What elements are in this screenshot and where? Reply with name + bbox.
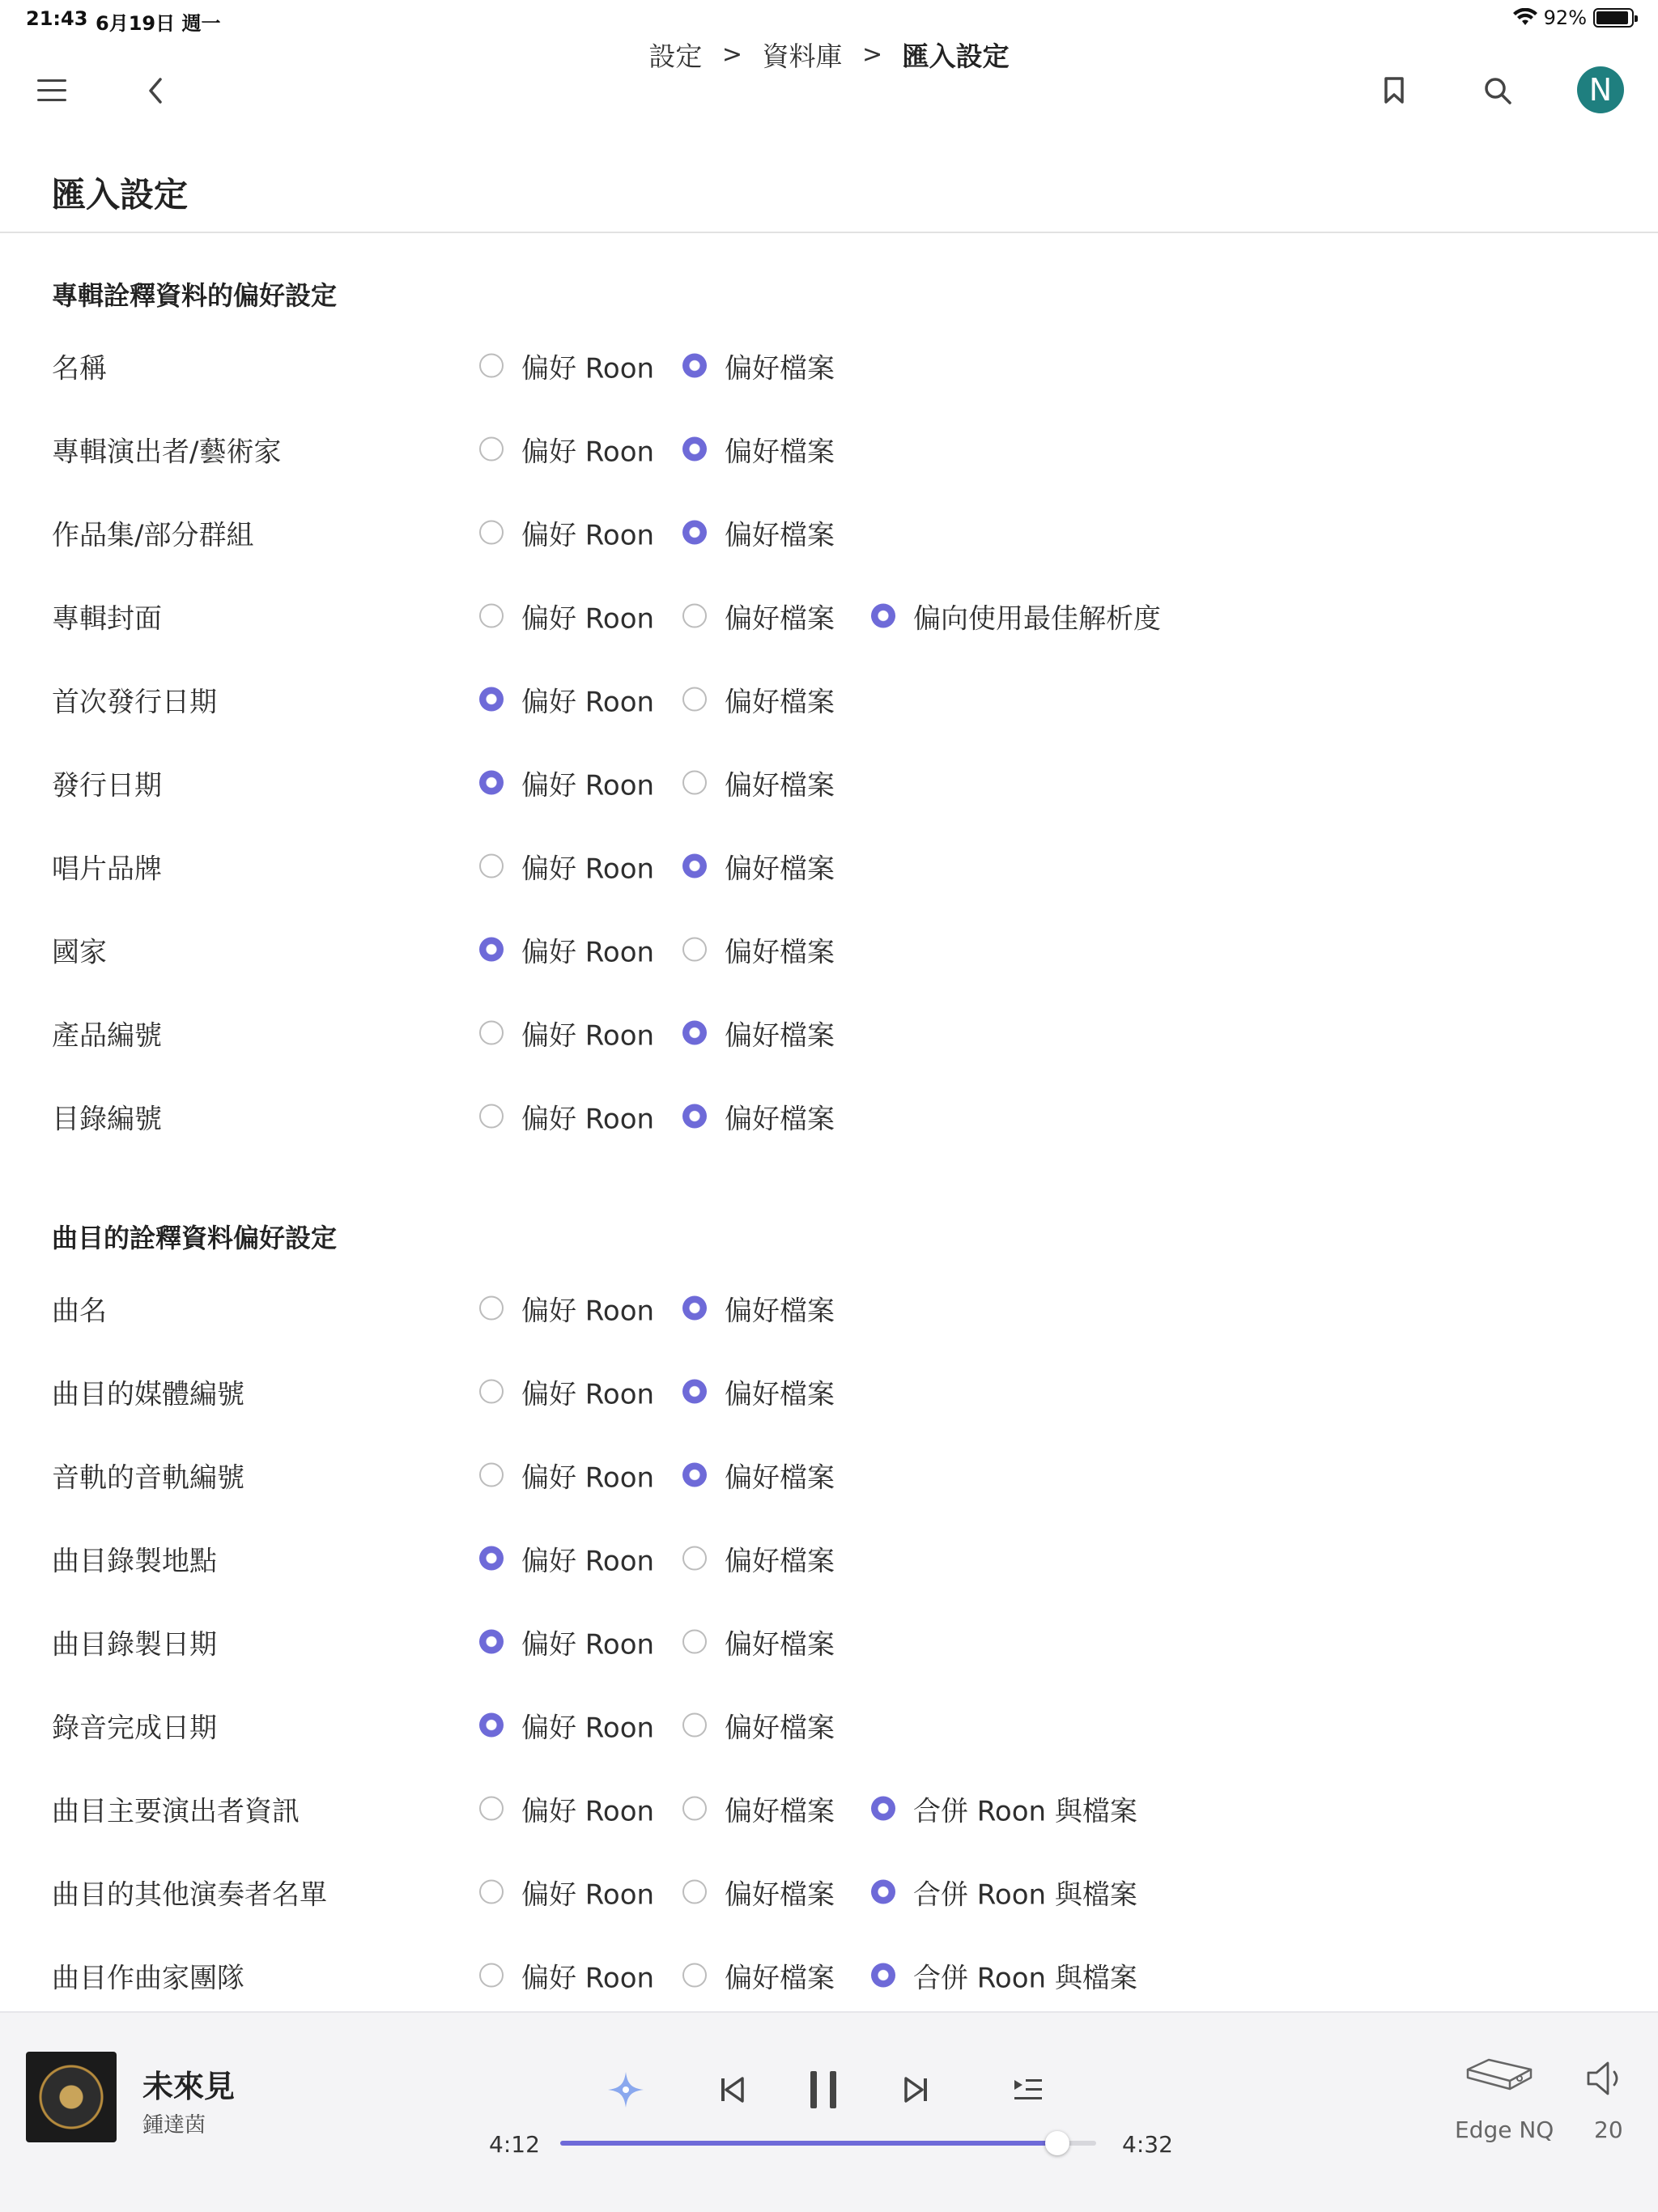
radio-option-label: 偏好 Roon [521, 602, 655, 635]
radio-unselected-icon[interactable] [682, 938, 707, 962]
setting-label: 曲目錄製地點 [52, 1545, 217, 1577]
setting-row [0, 1433, 1658, 1516]
status-right [1513, 6, 1634, 29]
radio-option[interactable] [682, 679, 835, 719]
setting-label: 曲目主要演出者資訊 [52, 1795, 300, 1827]
radio-unselected-icon[interactable] [479, 1880, 504, 1904]
radio-option[interactable] [479, 929, 654, 969]
radio-option[interactable] [479, 1288, 654, 1328]
radio-option[interactable] [479, 1013, 654, 1053]
setting-row [0, 657, 1658, 741]
setting-row [0, 491, 1658, 574]
radio-unselected-icon[interactable] [479, 437, 504, 462]
radio-option-label: 偏好檔案 [725, 1795, 835, 1827]
chevron-right-icon: > [721, 40, 742, 69]
status-date: 6月19日 週一 [96, 12, 221, 35]
radio-unselected-icon[interactable] [682, 1797, 707, 1821]
radio-button[interactable] [597, 2061, 654, 2118]
radio-unselected-icon[interactable] [682, 1963, 707, 1988]
setting-row [0, 1933, 1658, 2011]
radio-option-label: 偏好 Roon [521, 519, 655, 551]
radio-unselected-icon[interactable] [479, 1104, 504, 1129]
status-time: 21:43 [26, 7, 88, 30]
radio-unselected-icon[interactable] [479, 1963, 504, 1988]
radio-option-label: 偏好 Roon [521, 1378, 655, 1410]
previous-button[interactable] [704, 2061, 761, 2118]
radio-selected-icon[interactable] [682, 854, 707, 878]
radio-option-label: 偏好檔案 [725, 853, 835, 885]
setting-row [0, 407, 1658, 491]
radio-option[interactable] [682, 346, 835, 385]
page-title: 匯入設定 [52, 175, 189, 215]
setting-row [0, 1074, 1658, 1158]
zone-button[interactable] [1459, 2047, 1540, 2104]
volume-level: 20 [1594, 2116, 1623, 2143]
setting-label: 曲目錄製日期 [52, 1628, 217, 1661]
progress-slider[interactable] [560, 2141, 1096, 2146]
setting-label: 錄音完成日期 [52, 1712, 217, 1744]
skip-back-icon [718, 2075, 747, 2104]
radio-selected-icon[interactable] [682, 354, 707, 378]
radio-option-label: 偏好 Roon [521, 1712, 655, 1744]
setting-row [0, 1516, 1658, 1600]
radio-option-label: 偏好檔案 [725, 1295, 835, 1327]
radio-selected-icon[interactable] [479, 1630, 504, 1654]
radio-option[interactable] [682, 1288, 835, 1328]
breadcrumb-settings[interactable]: 設定 [648, 40, 703, 72]
status-bar [0, 0, 1658, 39]
radio-option-label: 偏好檔案 [725, 1878, 835, 1911]
radio-unselected-icon[interactable] [479, 604, 504, 628]
radio-option[interactable] [871, 1955, 1137, 1995]
radio-option-label: 合併 Roon 與檔案 [913, 1795, 1137, 1827]
radio-option[interactable] [682, 1538, 835, 1578]
setting-row [0, 741, 1658, 824]
radio-option-label: 偏好檔案 [725, 1461, 835, 1494]
radio-unselected-icon[interactable] [682, 771, 707, 795]
radio-option-label: 偏好 Roon [521, 769, 655, 802]
radio-option[interactable] [682, 596, 835, 636]
radio-option[interactable] [479, 1705, 654, 1745]
radio-option[interactable] [479, 1538, 654, 1578]
radio-option[interactable] [682, 929, 835, 969]
radio-option-label: 偏向使用最佳解析度 [913, 602, 1161, 635]
queue-icon [1011, 2076, 1044, 2104]
section-title: 曲目的詮釋資料偏好設定 [52, 1223, 338, 1253]
radio-selected-icon[interactable] [682, 521, 707, 545]
setting-row [0, 991, 1658, 1074]
radio-option[interactable] [682, 1455, 835, 1495]
radio-option-label: 偏好 Roon [521, 853, 655, 885]
radio-option-label: 偏好檔案 [725, 1962, 835, 1994]
progress-fill [560, 2141, 1057, 2146]
radio-selected-icon[interactable] [682, 1463, 707, 1487]
setting-row [0, 1266, 1658, 1350]
radio-option[interactable] [682, 1789, 835, 1828]
radio-option[interactable] [682, 1372, 835, 1411]
radio-option-label: 偏好 Roon [521, 1019, 655, 1052]
radio-selected-icon[interactable] [479, 771, 504, 795]
radio-unselected-icon[interactable] [479, 1380, 504, 1404]
radio-selected-icon[interactable] [682, 437, 707, 462]
pause-icon [807, 2069, 840, 2110]
setting-label: 產品編號 [52, 1019, 162, 1052]
radio-option[interactable] [682, 1955, 835, 1995]
radio-option-label: 偏好 Roon [521, 1628, 655, 1661]
track-title[interactable]: 未來見 [142, 2069, 236, 2104]
back-button[interactable] [130, 65, 181, 117]
setting-label: 發行日期 [52, 769, 162, 802]
setting-row [0, 1683, 1658, 1767]
radio-option-label: 偏好檔案 [725, 436, 835, 468]
battery-percent: 92% [1543, 6, 1587, 29]
radio-option[interactable] [871, 1789, 1137, 1828]
setting-row [0, 824, 1658, 908]
radio-option[interactable] [479, 679, 654, 719]
setting-label: 作品集/部分群組 [52, 519, 254, 551]
radio-option-label: 偏好 Roon [521, 1795, 655, 1827]
radio-selected-icon[interactable] [871, 604, 895, 628]
radio-option[interactable] [682, 513, 835, 552]
radio-option-label: 偏好 Roon [521, 1878, 655, 1911]
radio-option-label: 偏好檔案 [725, 519, 835, 551]
radio-option-label: 偏好檔案 [725, 936, 835, 968]
setting-label: 曲目的其他演奏者名單 [52, 1878, 327, 1911]
radio-option-label: 偏好檔案 [725, 1628, 835, 1661]
radio-selected-icon[interactable] [479, 1713, 504, 1738]
elapsed-time: 4:12 [489, 2131, 540, 2158]
radio-option-label: 偏好檔案 [725, 686, 835, 718]
radio-unselected-icon[interactable] [479, 354, 504, 378]
radio-unselected-icon[interactable] [682, 604, 707, 628]
bookmark-button[interactable] [1368, 65, 1420, 117]
radio-option-label: 偏好 Roon [521, 436, 655, 468]
radio-option[interactable] [479, 1789, 654, 1828]
radio-option[interactable] [479, 513, 654, 552]
setting-label: 曲目的媒體編號 [52, 1378, 244, 1410]
setting-row [0, 1600, 1658, 1683]
setting-label: 專輯演出者/藝術家 [52, 436, 282, 468]
radio-option-label: 偏好檔案 [725, 1712, 835, 1744]
radio-option[interactable] [682, 429, 835, 469]
setting-row [0, 324, 1658, 407]
radio-option[interactable] [479, 1096, 654, 1136]
menu-button[interactable] [26, 65, 78, 117]
radio-option[interactable] [479, 846, 654, 886]
radio-option[interactable] [479, 1455, 654, 1495]
radio-unselected-icon[interactable] [479, 1021, 504, 1045]
pause-button[interactable] [795, 2061, 852, 2118]
radio-unselected-icon[interactable] [479, 854, 504, 878]
album-art[interactable] [26, 2052, 117, 2142]
radio-option-label: 合併 Roon 與檔案 [913, 1878, 1137, 1911]
setting-label: 國家 [52, 936, 107, 968]
radio-option[interactable] [682, 1872, 835, 1912]
radio-option[interactable] [682, 1096, 835, 1136]
skip-forward-icon [901, 2075, 930, 2104]
settings-content[interactable] [0, 233, 1658, 2011]
battery-icon [1593, 8, 1634, 28]
chevron-right-icon: > [862, 40, 883, 69]
queue-button[interactable] [999, 2061, 1056, 2118]
radio-unselected-icon[interactable] [682, 687, 707, 712]
radio-unselected-icon[interactable] [682, 1880, 707, 1904]
hamburger-icon [36, 77, 68, 104]
radio-selected-icon[interactable] [479, 687, 504, 712]
radio-option-label: 偏好 Roon [521, 1295, 655, 1327]
setting-row [0, 1350, 1658, 1433]
radio-option-label: 偏好 Roon [521, 1461, 655, 1494]
radio-option[interactable] [479, 1622, 654, 1661]
radio-option-label: 偏好檔案 [725, 352, 835, 385]
radio-option[interactable] [682, 1013, 835, 1053]
setting-label: 曲目作曲家團隊 [52, 1962, 244, 1994]
setting-label: 名稱 [52, 352, 107, 385]
radio-option[interactable] [479, 1955, 654, 1995]
radio-option-label: 偏好檔案 [725, 1545, 835, 1577]
radio-option[interactable] [682, 1705, 835, 1745]
radio-option[interactable] [682, 763, 835, 802]
radio-selected-icon[interactable] [682, 1296, 707, 1321]
radio-option-label: 偏好 Roon [521, 1103, 655, 1135]
radio-option[interactable] [479, 1372, 654, 1411]
setting-label: 目錄編號 [52, 1103, 162, 1135]
radio-selected-icon[interactable] [682, 1104, 707, 1129]
radio-option[interactable] [479, 1872, 654, 1912]
radio-option-label: 偏好 Roon [521, 352, 655, 385]
radio-unselected-icon[interactable] [682, 1713, 707, 1738]
radio-unselected-icon[interactable] [479, 1296, 504, 1321]
setting-label: 音軌的音軌編號 [52, 1461, 244, 1494]
radio-selected-icon[interactable] [871, 1880, 895, 1904]
radio-option-label: 偏好檔案 [725, 1103, 835, 1135]
radio-selected-icon[interactable] [871, 1963, 895, 1988]
setting-row [0, 574, 1658, 657]
setting-row [0, 908, 1658, 991]
speaker-icon [1584, 2058, 1624, 2099]
progress-handle[interactable] [1045, 2131, 1069, 2155]
radio-option-label: 合併 Roon 與檔案 [913, 1962, 1137, 1994]
wifi-icon [1513, 8, 1537, 28]
radio-option-label: 偏好 Roon [521, 1545, 655, 1577]
now-playing-bar [0, 2011, 1658, 2212]
radio-option[interactable] [682, 1622, 835, 1661]
radio-option-label: 偏好檔案 [725, 769, 835, 802]
radio-unselected-icon[interactable] [682, 1546, 707, 1571]
sparkle-icon [606, 2069, 646, 2110]
radio-selected-icon[interactable] [479, 1546, 504, 1571]
radio-option-label: 偏好 Roon [521, 936, 655, 968]
radio-unselected-icon[interactable] [479, 1797, 504, 1821]
bookmark-icon [1383, 76, 1405, 105]
radio-selected-icon[interactable] [682, 1021, 707, 1045]
radio-option[interactable] [479, 429, 654, 469]
setting-label: 專輯封面 [52, 602, 162, 635]
radio-unselected-icon[interactable] [479, 521, 504, 545]
search-icon [1482, 75, 1513, 106]
radio-selected-icon[interactable] [871, 1797, 895, 1821]
setting-row [0, 1767, 1658, 1850]
radio-unselected-icon[interactable] [479, 1463, 504, 1487]
volume-button[interactable] [1575, 2050, 1632, 2107]
search-button[interactable] [1472, 65, 1524, 117]
total-time: 4:32 [1122, 2131, 1173, 2158]
section-title: 專輯詮釋資料的偏好設定 [52, 280, 338, 311]
radio-selected-icon[interactable] [479, 938, 504, 962]
radio-option[interactable] [682, 846, 835, 886]
zone-name[interactable]: Edge NQ [1455, 2116, 1554, 2143]
radio-option-label: 偏好檔案 [725, 1378, 835, 1410]
radio-option[interactable] [479, 596, 654, 636]
radio-option-label: 偏好檔案 [725, 602, 835, 635]
radio-selected-icon[interactable] [682, 1380, 707, 1404]
radio-option-label: 偏好 Roon [521, 1962, 655, 1994]
radio-option[interactable] [871, 1872, 1137, 1912]
next-button[interactable] [887, 2061, 944, 2118]
radio-option-label: 偏好 Roon [521, 686, 655, 718]
radio-unselected-icon[interactable] [682, 1630, 707, 1654]
radio-option[interactable] [871, 596, 1161, 636]
setting-label: 唱片品牌 [52, 853, 162, 885]
radio-option[interactable] [479, 346, 654, 385]
avatar[interactable]: N [1577, 66, 1624, 113]
device-icon [1463, 2053, 1536, 2097]
setting-label: 首次發行日期 [52, 686, 217, 718]
radio-option[interactable] [479, 763, 654, 802]
setting-row [0, 1850, 1658, 1933]
setting-label: 曲名 [52, 1295, 107, 1327]
breadcrumb-library[interactable]: 資料庫 [762, 40, 843, 72]
chevron-left-icon [146, 76, 165, 105]
breadcrumb-import-settings: 匯入設定 [902, 40, 1010, 72]
radio-option-label: 偏好檔案 [725, 1019, 835, 1052]
track-artist[interactable]: 鍾達茵 [142, 2113, 206, 2138]
